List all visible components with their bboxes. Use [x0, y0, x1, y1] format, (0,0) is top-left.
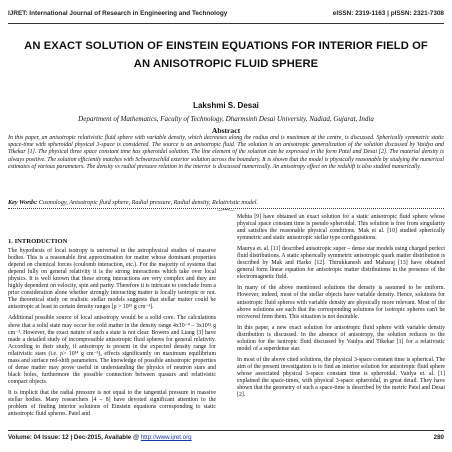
left-column: [8, 238, 216, 422]
abstract-heading: Abstract: [211, 126, 241, 135]
author-name: Lakshmi S. Desai: [193, 101, 259, 110]
keywords-label: Key Words:: [8, 199, 38, 206]
author-affiliation: Department of Mathematics, Faculty of Technology, Dharmsinh Desai University, Nadiad, Gujarat, India: [78, 115, 374, 123]
footer-volume-text: Volume: 04 Issue: 12 | Dec-2015, Available @: [8, 434, 139, 441]
intro-heading: 1. INTRODUCTION: [8, 238, 68, 245]
body-paragraph: In many of the above mentioned solutions the density is assumed to be uniform. However, indeed, most of the stellar objects have variable density. Hence, solutions for anisotropic fluid spheres with variable density are physically more relevant. Most of the above solutions are such that the corresponding solutions for isotropic spheres can't be recovered from them. This situation is not desirable.: [237, 285, 445, 320]
page-footer: [8, 434, 444, 444]
body-paragraph: In most of the above cited solutions, the physical 3-space constant time is spherical. The aim of the present investigation is to find an interior solution for anisotropic fluid sphere whose associated physical 3-space constant time is spheroidal. Vaidya et. al. [1] explained the space-times, with physical 3-space spheroidal, in great detail. They have shown that the geometry of such a space-time is described by the metric Patel and Desai [2].: [237, 356, 445, 399]
journal-issn: eISSN: 2319-1163 | pISSN: 2321-7308: [332, 10, 444, 17]
intro-paragraph: Additional possible source of local anisotropy would be a solid core. The calculations show that a solid state may occur for cold matter in the density range 4x10⁻⁴ – 3x10¹⁵ g cm⁻³. However, the exact nature of such a state is not clear. Bowers and Liang [3] have made a detailed study of incompressible anisotropic fluid spheres for general relativity. According to their study, if anisotropy is present in the expected density range for relativistic stars (i.e. ρ> 10¹⁴ g cm⁻³), effects significantly on maximum equilibrium mass and surface red-shift parameters. The knowledge of possible anisotropic properties of dense matter may prove useful in understanding the physics of neutron stars and black holes, furthermore the possible connection between quasars and relativistic compact objects.: [8, 315, 216, 385]
keywords-text: Cosmology, Anisotropic fluid sphere, Radial pressure, Radial density, Relativistic model.: [38, 199, 259, 206]
journal-header: [8, 10, 444, 24]
right-column: [237, 214, 445, 403]
journal-name: IJRET: International Journal of Research in Engineering and Technology: [8, 10, 228, 17]
paper-title: AN EXACT SOLUTION OF EINSTEIN EQUATIONS FOR INTERIOR FIELD OF AN ANISOTROPIC FLUID SPHERE: [24, 40, 428, 70]
abstract-text: In this paper, an anisotropic relativistic fluid sphere with variable density, which decreases along the radius and is maximum at the centre, is discussed. Spherically symmetric static space-time with spheroidal physical 3-space is considered. The source is an anisotropic fluid. The solution is an anisotropic generalization of the solution discussed by Vaidya and Tikekar [1]. The physical three space constant time has spheroidal solution. The line element of the solution can be expressed in the form Patel and Desai [2]. The material density is always positive. The solution efficiently matches with Schwarzschild exterior solution across the boundary. It is shown that the model is physically reasonable by studying the numerical estimates of various parameters. The density vs radial pressure relation in the interior is discussed numerically. An anisotropy effect on the redshift is also studied numerically.: [8, 135, 444, 170]
body-paragraph: In this paper, a new exact solution for anisotropic fluid sphere with variable density distribution is discussed. In the absence of anisotropy, the solution reduces to the solution for the isotropic fluid discussed by Vaidya and Tikekar [1] for a relativistic model of a superdense star.: [237, 324, 445, 352]
footer-volume: [8, 434, 192, 444]
page-number: 280: [433, 434, 444, 441]
intro-paragraph: The hypothesis of local isotropy is universal in the astrophysical studies of massive bodies. This is a reasonable first approximation for matter whose dominant properties depend on chemical forces (coulomb interaction, etc.). For the majority of systems that depend fully on general relativity it is the strong interactions which take over local physics. It is well known that these strong interactions are very complex and they are highly dependent on velocity, spin and parity. Therefore it is intricate to conclude from a prior consideration alone whether strongly interacting matter is locally isotropic or not. The theoretical study on realistic stellar models suggests that stellar matter could be anisotropic at least in certain density ranges [ρ > 10¹⁵ g cm⁻³].: [8, 248, 216, 311]
keywords: [8, 199, 444, 206]
body-paragraph: Mehta [9] have obtained an exact solution for a static anisotropic fluid sphere whose physical space constant time is pseudo spheroidal. This solution is free from singularity and satisfies the reasonable physical conditions. Mak et al. [10] studied spherically symmetric and static anisotropic stellar type configurations.: [237, 214, 445, 242]
body-paragraph: Maurya et. al. [11] described anisotropic super – dense star models using charged perfect fluid distributions. A static spherically symmetric anisotropic quark matter distribution is described by Mak and Harko [12]. Thirukkanesh and Maharaj [13] have obtained general form linear equation for anisotropic matter distributions in the presence of the electromagnetic field.: [237, 246, 445, 281]
intro-paragraph: It is implicit that the radial pressure is not equal to the tangential pressure in massive stellar bodies. Many researchers [4 – 8] have devoted significant attention to the problem of finding interior solutions of Einstein equations corresponding to static anisotropic fluid spheres. Patel and: [8, 389, 216, 418]
section-divider: ---***---: [8, 208, 444, 215]
journal-url-link[interactable]: http://www.ijret.org: [140, 434, 192, 441]
header-rule: [8, 23, 444, 24]
footer-rule: [8, 430, 444, 431]
